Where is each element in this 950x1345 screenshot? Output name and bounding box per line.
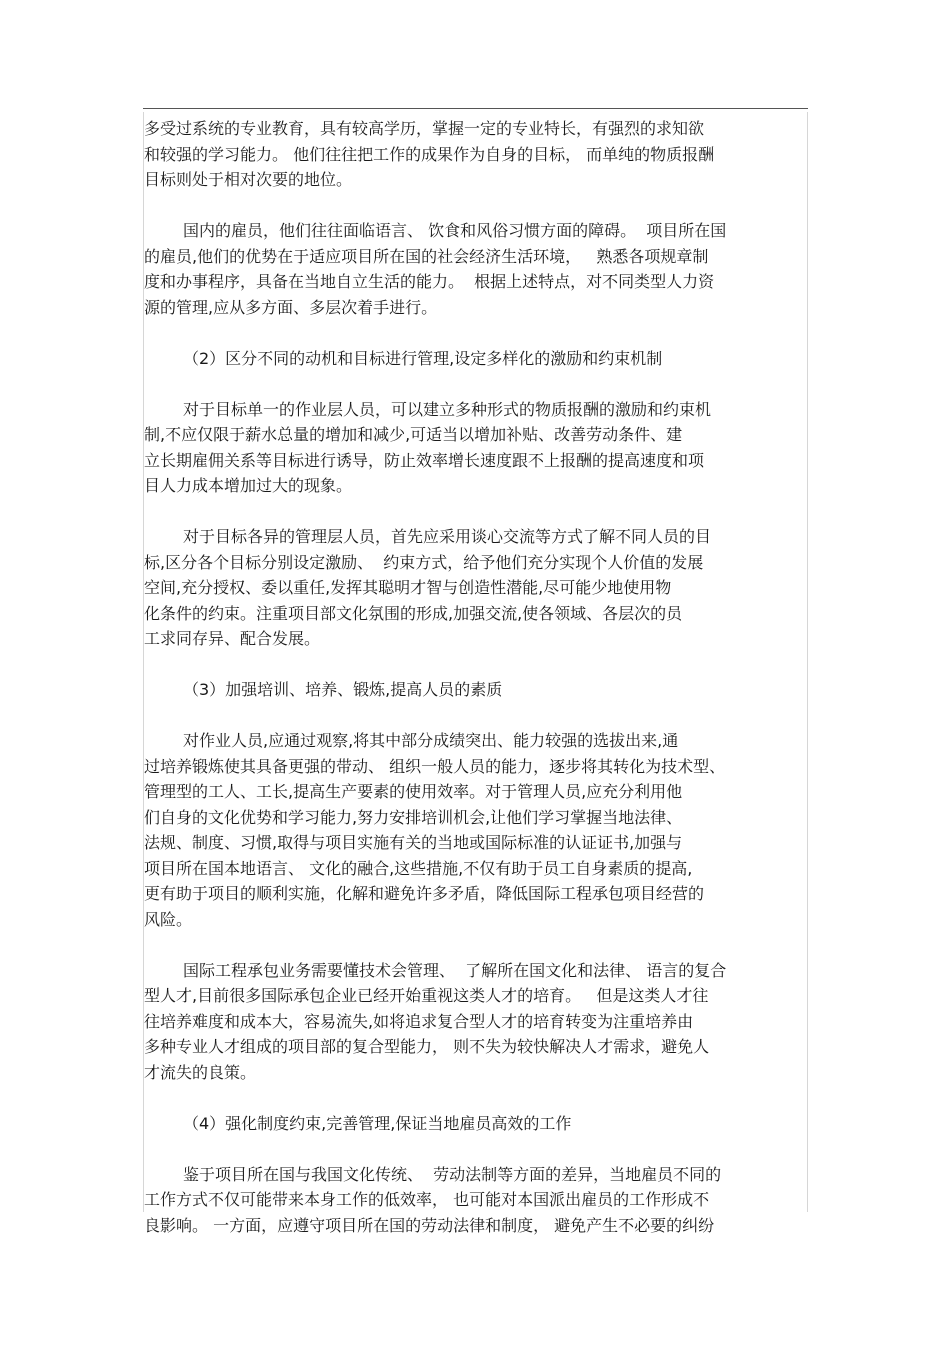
paragraph-gap — [144, 932, 806, 958]
text-line: 对于目标各异的管理层人员，首先应采用谈心交流等方式了解不同人员的目 — [183, 527, 712, 546]
text-line: 才流失的良策。 — [144, 1062, 257, 1082]
text-line: 源的管理,应从多方面、多层次着手进行。 — [144, 297, 438, 317]
text-line: 鉴于项目所在国与我国文化传统、 劳动法制等方面的差异，当地雇员不同的 — [183, 1164, 722, 1184]
text-line: 管理型的工人、工长,提高生产要素的使用效率。对于管理人员,应充分利用他 — [144, 782, 683, 801]
paragraph-gap — [144, 320, 806, 346]
text-line: 标,区分各个目标分别设定激励、 约束方式，给予他们充分实现个人价值的发展 — [144, 552, 704, 572]
text-line: 国内的雇员，他们往往面临语言、 饮食和风俗习惯方面的障碍。 项目所在国 — [183, 221, 727, 240]
text-line: 良影响。 一方面，应遵守项目所在国的劳动法律和制度， 避免产生不必要的纠纷 — [144, 1215, 715, 1235]
text-line: 法规、制度、习惯,取得与项目实施有关的当地或国际标准的认证证书,加强与 — [144, 833, 683, 852]
section-heading-2 — [144, 346, 806, 372]
text-line: 型人才,目前很多国际承包企业已经开始重视这类人才的培育。 但是这类人才往 — [144, 986, 709, 1005]
section-heading-3 — [144, 677, 806, 703]
text-line: 风险。 — [144, 909, 193, 929]
heading-text: （3）加强培训、培养、锻炼,提高人员的素质 — [183, 680, 503, 699]
text-line: 度和办事程序，具备在当地自立生活的能力。 根据上述特点，对不同类型人力资 — [144, 272, 715, 291]
text-line: 们自身的文化优势和学习能力,努力安排培训机会,让他们学习掌握当地法律、 — [144, 807, 683, 827]
paragraph-gap — [144, 499, 806, 525]
heading-text: （2）区分不同的动机和目标进行管理,设定多样化的激励和约束机制 — [183, 348, 663, 368]
text-line: 化条件的约束。注重项目部文化氛围的形成,加强交流,使各领域、各层次的员 — [144, 603, 683, 623]
header-rule — [143, 108, 808, 109]
text-line: 多种专业人才组成的项目部的复合型能力， 则不失为较快解决人才需求，避免人 — [144, 1037, 710, 1056]
paragraph-operational-staff — [144, 397, 806, 499]
paragraph-gap — [144, 652, 806, 678]
text-line: 更有助于项目的顺利实施，化解和避免许多矛盾，降低国际工程承包项目经营的 — [144, 884, 705, 903]
text-line: 制,不应仅限于薪水总量的增加和减少,可适当以增加补贴、改善劳动条件、建 — [144, 425, 683, 444]
text-line: 项目所在国本地语言、 文化的融合,这些措施,不仅有助于员工自身素质的提高, — [144, 858, 693, 878]
paragraph-continuation — [144, 116, 806, 193]
document-body — [144, 116, 806, 1235]
text-line: 立长期雇佣关系等目标进行诱导，防止效率增长速度跟不上报酬的提高速度和项 — [144, 450, 705, 470]
text-line: 和较强的学习能力。 他们往往把工作的成果作为自身的目标， 而单纯的物质报酬 — [144, 144, 715, 164]
paragraph-local-employees — [144, 1162, 806, 1239]
paragraph-gap — [144, 703, 806, 729]
paragraph-gap — [144, 1085, 806, 1111]
paragraph-management-staff — [144, 524, 806, 652]
section-heading-4 — [144, 1111, 806, 1137]
paragraph-gap — [144, 1136, 806, 1162]
paragraph-gap — [144, 371, 806, 397]
paragraph-composite-talent — [144, 958, 806, 1086]
text-line: 目人力成本增加过大的现象。 — [144, 476, 353, 495]
content-frame-right — [807, 112, 808, 1212]
text-line: 工求同存异、配合发展。 — [144, 629, 321, 648]
paragraph-domestic-employees — [144, 218, 806, 320]
text-line: 对作业人员,应通过观察,将其中部分成绩突出、能力较强的选拔出来,通 — [183, 731, 679, 750]
text-line: 国际工程承包业务需要懂技术会管理、 了解所在国文化和法律、 语言的复合 — [183, 960, 727, 980]
paragraph-training — [144, 728, 806, 932]
heading-text: （4）强化制度约束,完善管理,保证当地雇员高效的工作 — [183, 1113, 572, 1133]
text-line: 往培养难度和成本大，容易流失,如将追求复合型人才的培育转变为注重培养由 — [144, 1011, 694, 1031]
text-line: 的雇员,他们的优势在于适应项目所在国的社会经济生活环境， 熟悉各项规章制 — [144, 246, 709, 266]
text-line: 空间,充分授权、委以重任,发挥其聪明才智与创造性潜能,尽可能少地使用物 — [144, 578, 672, 597]
text-line: 目标则处于相对次要的地位。 — [144, 170, 353, 189]
text-line: 工作方式不仅可能带来本身工作的低效率， 也可能对本国派出雇员的工作形成不 — [144, 1190, 710, 1209]
paragraph-gap — [144, 193, 806, 219]
text-line: 对于目标单一的作业层人员，可以建立多种形式的物质报酬的激励和约束机 — [183, 399, 712, 419]
text-line: 多受过系统的专业教育，具有较高学历，掌握一定的专业特长，有强烈的求知欲 — [144, 119, 705, 138]
text-line: 过培养锻炼使其具备更强的带动、 组织一般人员的能力，逐步将其转化为技术型、 — [144, 756, 726, 776]
